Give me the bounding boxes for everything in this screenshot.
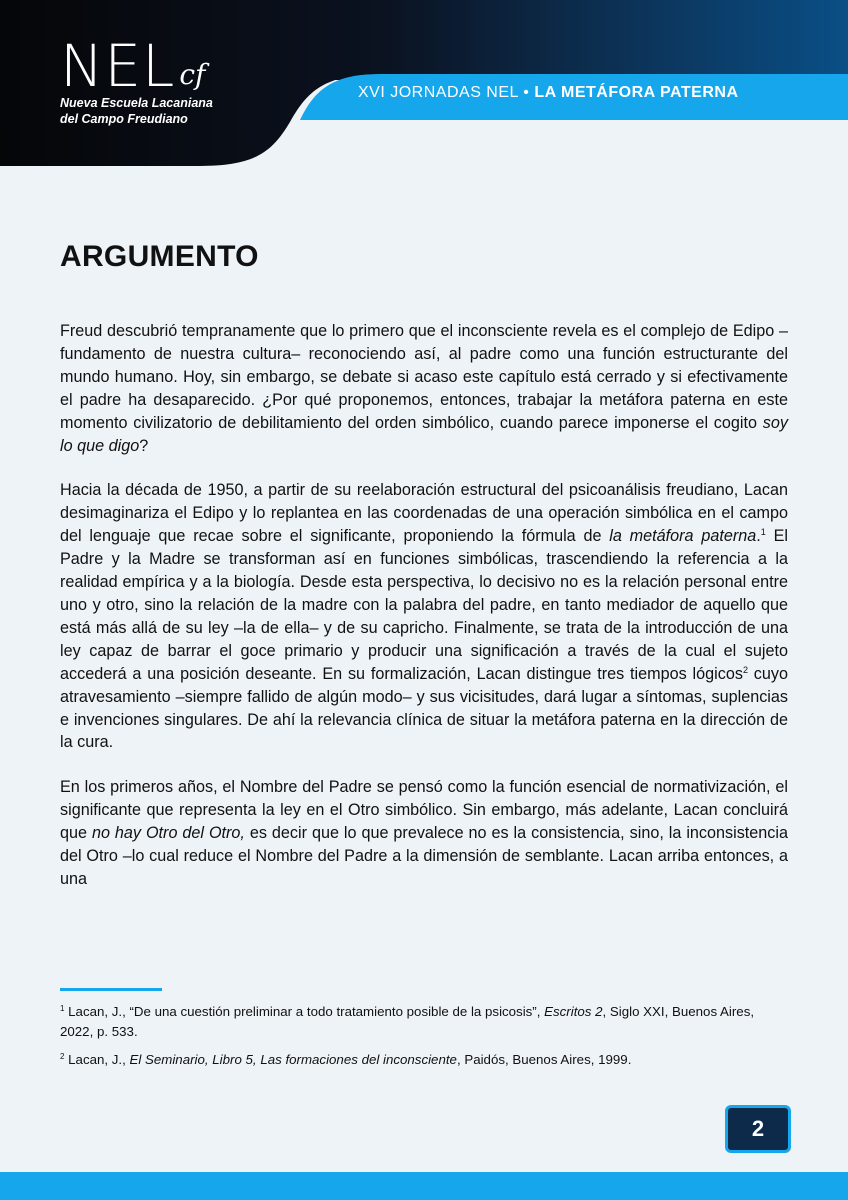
logo-tagline-line1: Nueva Escuela Lacaniana xyxy=(60,96,213,110)
logo-tagline-line2: del Campo Freudiano xyxy=(60,112,188,126)
logo-suffix: cf xyxy=(179,58,206,91)
p2-text-a: Hacia la década de 1950, a partir de su reelaboración estructural del psicoanálisis freudiano, Lacan desimaginariza el Edipo y lo replantea en las coordenadas de una operación simbólica en el campo del lenguaje que recae sobre el significante, proponiendo la fórmula de xyxy=(60,481,788,546)
footnote-1 xyxy=(60,1002,790,1041)
p3-italic-1: no hay Otro del Otro, xyxy=(91,824,245,843)
footnote-ref-1[interactable]: 1 xyxy=(760,527,766,538)
footnote-2-number: 2 xyxy=(60,1052,65,1061)
bottom-accent-bar xyxy=(0,1172,848,1200)
header-title-separator: • xyxy=(518,84,535,101)
p2-text-b: . xyxy=(756,527,761,546)
footnote-divider xyxy=(60,988,162,991)
p1-italic-1: soy lo que digo xyxy=(60,413,788,455)
footnotes xyxy=(60,1002,790,1079)
p3-text-a: En los primeros años, el Nombre del Padre se pensó como la función esencial de normativización, el significante que representa la ley en el Otro simbólico. Sin embargo, más adelante, Lacan concluirá que xyxy=(60,778,788,843)
p1-text-a: Freud descubrió tempranamente que lo primero que el inconsciente revela es el complejo de Edipo –fundamento de nuestra cultura– reconociendo así, al padre como una función estructurante del mundo humano. Hoy, sin embargo, se debate si acaso este capítulo está cerrado y si efectivamente el padre ha desaparecido. ¿Por qué proponemos, entonces, trabajar la metáfora paterna en este momento civilizatorio de debilitamiento del orden simbólico, cuando parece imponerse el cogito xyxy=(60,322,788,432)
logo-wordmark: NEL xyxy=(60,32,176,100)
p2-text-d: cuyo atravesamiento –siempre fallido de algún modo– y sus vicisitudes, dará lugar a síntomas, suplencias e invenciones singulares. De ahí la relevancia clínica de situar la metáfora paterna en la dirección de la cura. xyxy=(60,664,788,752)
footnote-1-italic: Escritos 2 xyxy=(544,1004,603,1019)
p3-text-b: es decir que lo que prevalece no es la consistencia, sino, la inconsistencia del Otro –lo cual reduce el Nombre del Padre a la dimensión de semblante. Lacan arriba entonces, a una xyxy=(60,824,788,888)
footnote-2-text-a: Lacan, J., xyxy=(64,1052,130,1067)
header-title-prefix: XVI JORNADAS NEL xyxy=(358,84,519,101)
footnote-ref-2[interactable]: 2 xyxy=(742,664,748,675)
paragraph-2 xyxy=(60,479,788,754)
body-text xyxy=(60,320,788,913)
p2-text-c: El Padre y la Madre se transforman así en funciones simbólicas, trascendiendo la referencia a la realidad empírica y a la biología. Desde esta perspectiva, lo decisivo no es la relación personal entre uno y otro, sino la relación de la madre con la palabra del padre, en tanto mediador de aquello que está más allá de su ley –la de ella– y de su capricho. Finalmente, se trata de la introducción de una ley capaz de barrar el goce primario y producir una significación a través de la cual el sujeto accederá a una posición deseante. En su formalización, Lacan distingue tres tiempos lógicos xyxy=(60,527,788,683)
footnote-1-text-b: , Siglo XXI, Buenos Aires, 2022, p. 533. xyxy=(60,1004,755,1039)
paragraph-1 xyxy=(60,320,788,457)
footnote-2-italic: El Seminario, Libro 5, Las formaciones del inconsciente xyxy=(129,1052,457,1067)
footnote-2-text-b: , Paidós, Buenos Aires, 1999. xyxy=(456,1052,632,1067)
nel-logo xyxy=(60,32,213,126)
footnote-1-text-a: Lacan, J., “De una cuestión preliminar a todo tratamiento posible de la psicosis”, xyxy=(64,1004,545,1019)
p2-italic-1: la metáfora paterna xyxy=(609,527,757,546)
p1-text-b: ? xyxy=(139,436,149,455)
footnote-1-number: 1 xyxy=(60,1004,65,1013)
page-number-badge: 2 xyxy=(725,1105,791,1153)
header-title xyxy=(358,84,739,102)
section-title: ARGUMENTO xyxy=(60,240,259,273)
header-title-main: LA METÁFORA PATERNA xyxy=(534,84,739,101)
paragraph-3 xyxy=(60,776,788,891)
footnote-2 xyxy=(60,1050,790,1070)
